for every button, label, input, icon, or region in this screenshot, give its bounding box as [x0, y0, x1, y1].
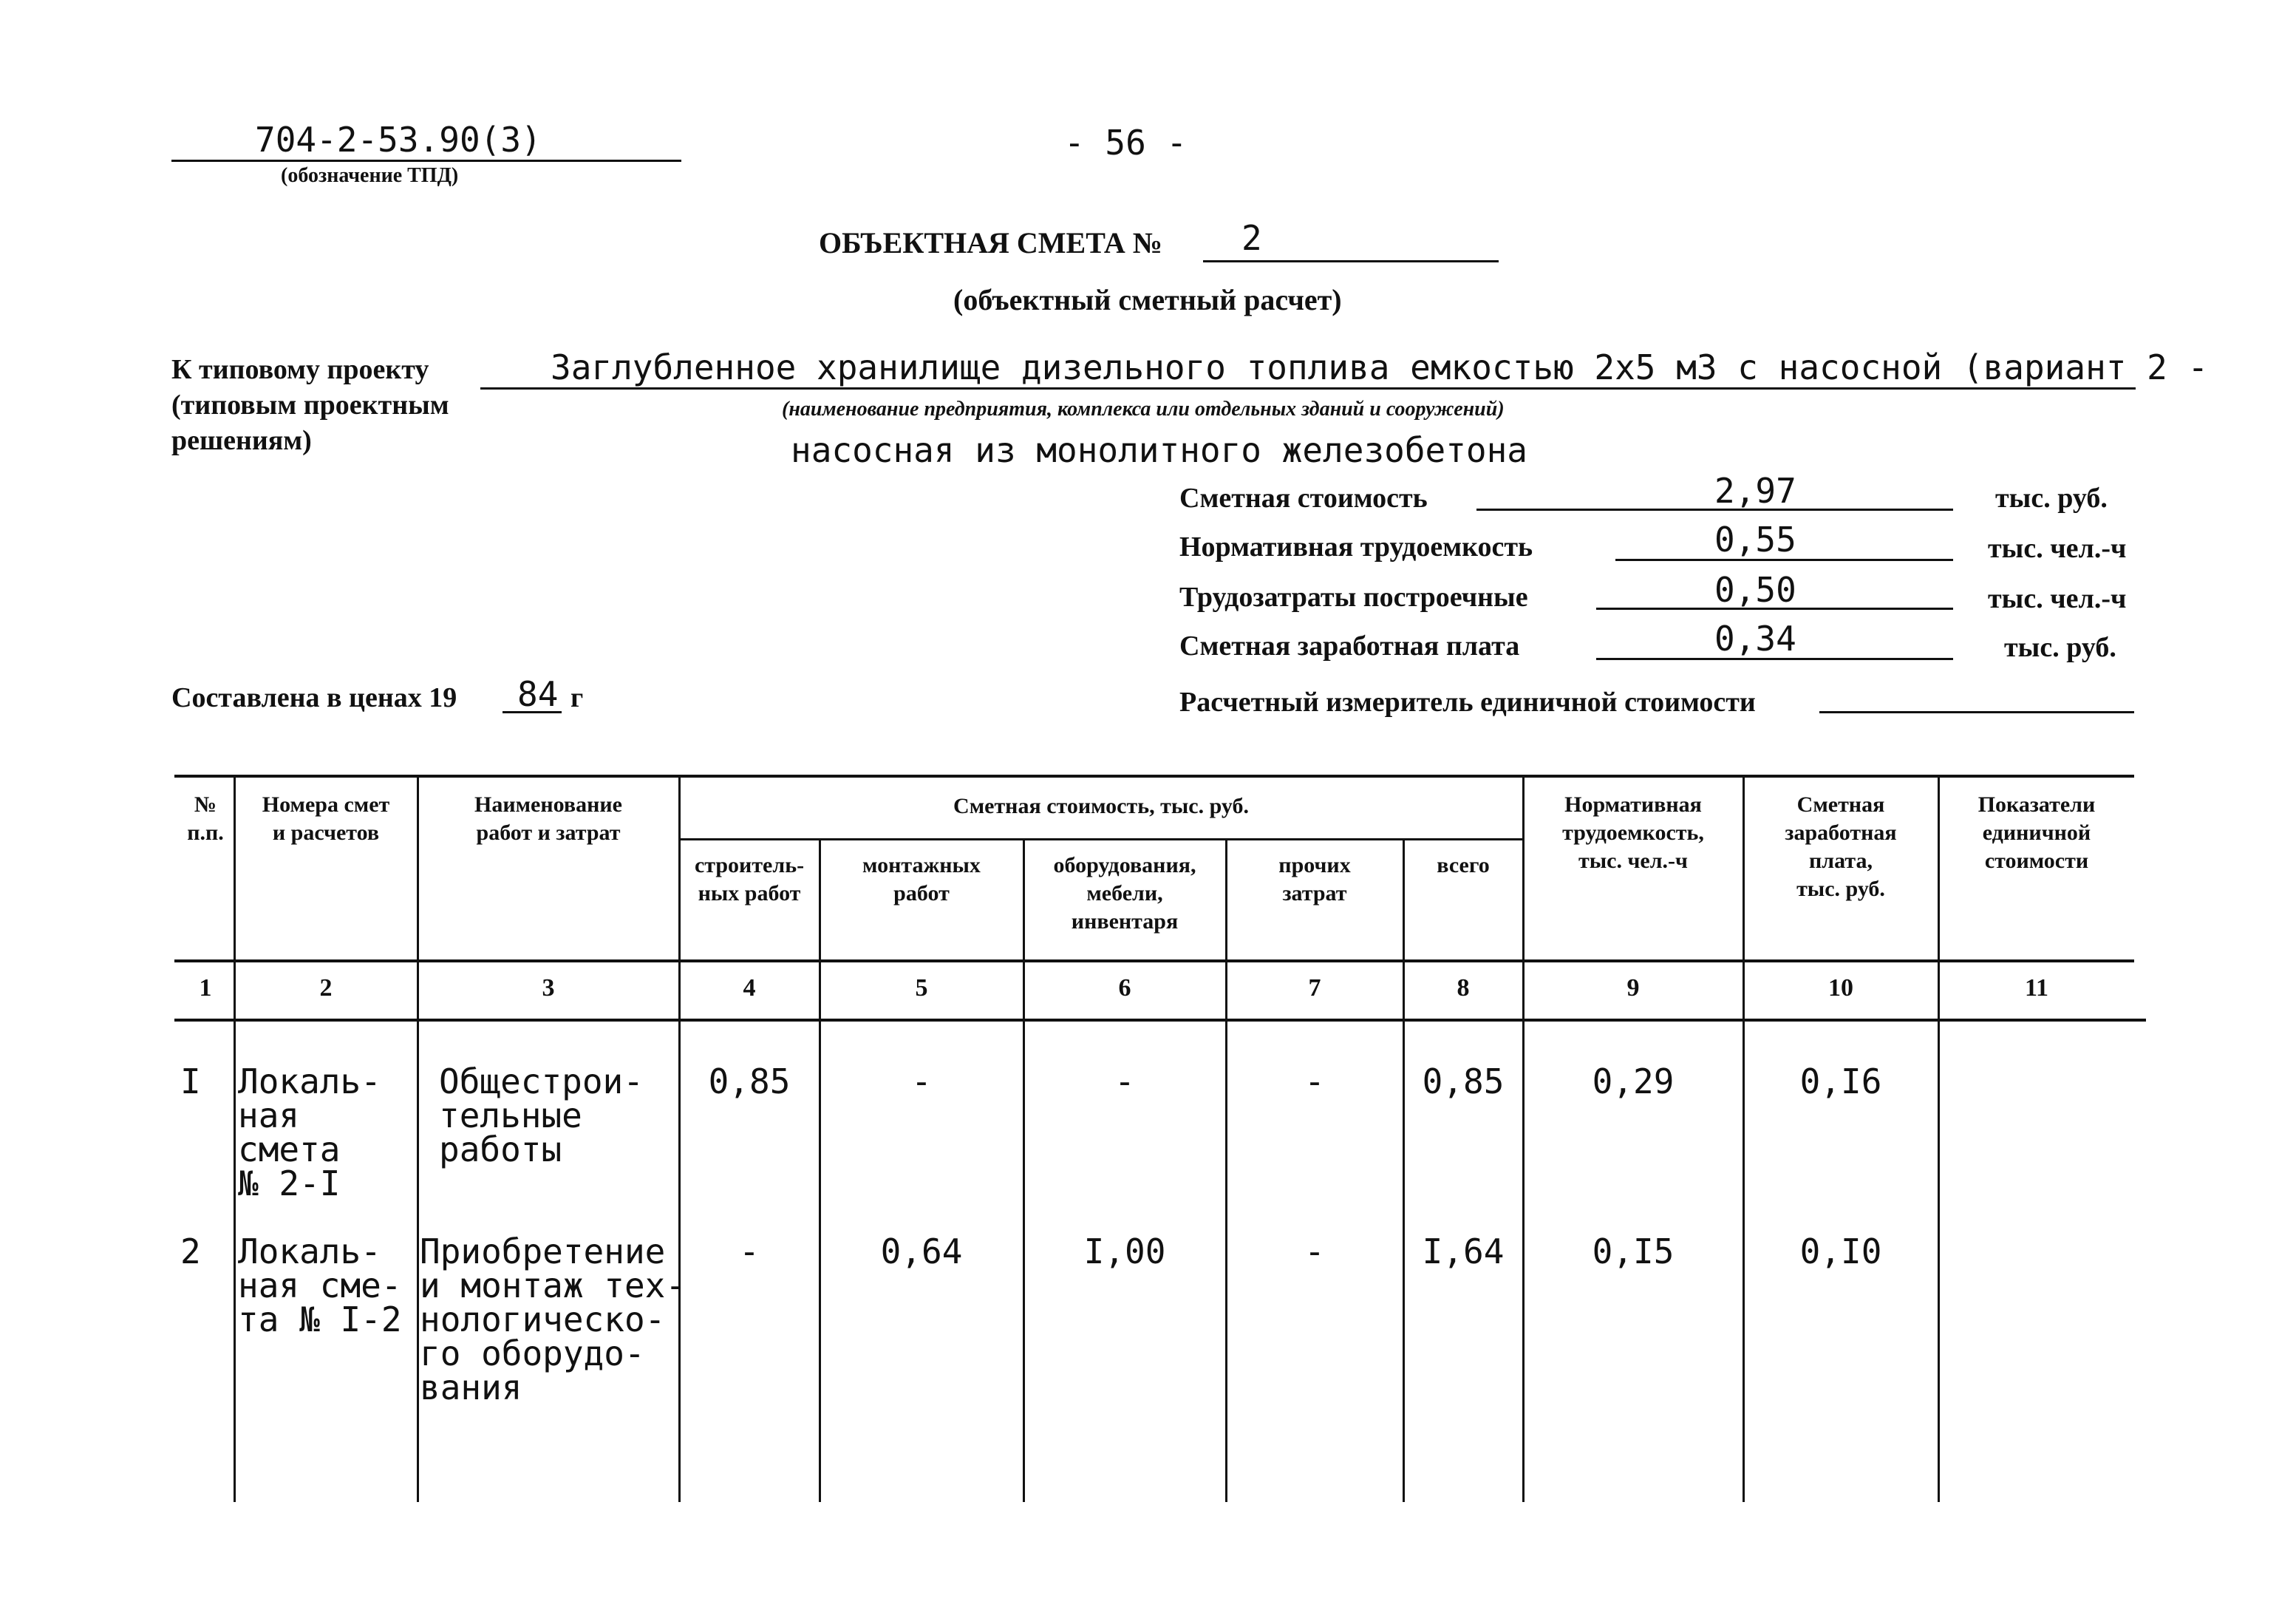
colnum-10: 10: [1828, 974, 1853, 1002]
table-group-rule: [678, 838, 1524, 840]
table-colnum-bottom-rule: [174, 1019, 2146, 1022]
header-col4: строитель- ных работ: [694, 853, 805, 906]
prices-year: 84: [517, 674, 559, 714]
prices-year-underline: [503, 711, 562, 713]
colnum-7: 7: [1308, 974, 1321, 1002]
table-vline-4: [819, 838, 821, 1502]
row2-name: Приобретение и монтаж тех- нологическо- го оборудо- вания: [420, 1231, 687, 1407]
title-label: ОБЪЕКТНАЯ СМЕТА №: [819, 226, 1162, 259]
project-name-line1: Заглубленное хранилище дизельного топлива емкостью 2х5 м3 с насосной (вариант 2 -: [551, 347, 2209, 387]
header-cost-group: Сметная стоимость, тыс. руб.: [953, 794, 1249, 818]
doc-code: 704-2-53.90(3): [255, 120, 542, 160]
project-name-caption: (наименование предприятия, комплекса или отдельных зданий и сооружений): [782, 398, 1505, 421]
row1-total: 0,85: [1422, 1061, 1505, 1101]
header-col11: Показатели единичной стоимости: [1978, 792, 2096, 873]
title-number: 2: [1241, 218, 1262, 258]
title-number-underline: [1203, 260, 1499, 262]
header-col5: монтажных работ: [862, 853, 981, 906]
table-vline-8: [1522, 776, 1525, 1502]
header-col10: Сметная заработная плата, тыс. руб.: [1785, 792, 1897, 901]
project-name-line2: насосная из монолитного железобетона: [791, 430, 1527, 470]
colnum-11: 11: [2024, 974, 2049, 1002]
page-number: - 56 -: [1064, 123, 1188, 163]
row2-equipment: I,00: [1083, 1231, 1166, 1271]
prices-label: Составлена в ценах 19: [171, 682, 457, 713]
title-subtitle: (объектный сметный расчет): [953, 283, 1342, 316]
row2-construction: -: [739, 1231, 760, 1271]
table-vline-6: [1225, 838, 1227, 1502]
row1-installation: -: [911, 1061, 932, 1101]
row1-wages: 0,I6: [1799, 1061, 1882, 1101]
summary-underline-unit-measure: [1819, 711, 2134, 713]
summary-label-labor: Нормативная трудоемкость: [1179, 531, 1533, 563]
row1-labor: 0,29: [1592, 1061, 1675, 1101]
summary-value-site-labor: 0,50: [1714, 570, 1796, 610]
summary-unit-wages: тыс. руб.: [2004, 632, 2116, 663]
row2-ref: Локаль- ная сме- та № I-2: [238, 1231, 402, 1339]
header-col6: оборудования, мебели, инвентаря: [1053, 853, 1196, 934]
colnum-2: 2: [319, 974, 333, 1002]
summary-unit-cost: тыс. руб.: [1995, 483, 2108, 514]
row1-number: I: [180, 1061, 201, 1101]
colnum-1: 1: [199, 974, 212, 1002]
header-col8: всего: [1437, 853, 1490, 877]
summary-value-cost: 2,97: [1714, 471, 1796, 511]
summary-label-wages: Сметная заработная плата: [1179, 631, 1520, 662]
colnum-4: 4: [743, 974, 756, 1002]
project-label-3: решениям): [171, 425, 312, 456]
row2-installation: 0,64: [880, 1231, 963, 1271]
summary-label-unit-measure: Расчетный измеритель единичной стоимости: [1179, 687, 1756, 718]
project-label-1: К типовому проекту: [171, 354, 429, 385]
project-label-2: (типовым проектным: [171, 390, 449, 421]
row1-name: Общестрои- тельные работы: [439, 1061, 644, 1169]
table-header-bottom-rule: [174, 959, 2134, 962]
prices-suffix: г: [570, 682, 584, 713]
row1-ref: Локаль- ная смета № 2-I: [238, 1061, 381, 1203]
colnum-6: 6: [1118, 974, 1131, 1002]
colnum-3: 3: [542, 974, 555, 1002]
table-vline-2: [417, 776, 419, 1502]
colnum-5: 5: [915, 974, 928, 1002]
row1-equipment: -: [1114, 1061, 1135, 1101]
colnum-8: 8: [1457, 974, 1470, 1002]
header-col2: Номера смет и расчетов: [262, 792, 390, 845]
header-col1: № п.п.: [187, 792, 224, 845]
table-vline-7: [1403, 838, 1405, 1502]
summary-value-labor: 0,55: [1714, 520, 1796, 560]
row2-total: I,64: [1422, 1231, 1505, 1271]
row1-construction: 0,85: [708, 1061, 791, 1101]
table-vline-10: [1938, 776, 1940, 1502]
doc-code-underline: [171, 160, 681, 162]
header-col3: Наименование работ и затрат: [474, 792, 622, 845]
summary-label-cost: Сметная стоимость: [1179, 483, 1428, 514]
table-vline-5: [1023, 838, 1025, 1502]
row1-other: -: [1304, 1061, 1325, 1101]
table-top-rule: [174, 775, 2134, 778]
summary-value-wages: 0,34: [1714, 619, 1796, 659]
row2-labor: 0,I5: [1592, 1231, 1675, 1271]
summary-unit-labor: тыс. чел.-ч: [1988, 533, 2127, 564]
colnum-9: 9: [1626, 974, 1640, 1002]
row2-other: -: [1304, 1231, 1325, 1271]
row2-wages: 0,I0: [1799, 1231, 1882, 1271]
project-name-underline: [480, 387, 2136, 390]
row2-number: 2: [180, 1231, 201, 1271]
summary-label-site-labor: Трудозатраты построечные: [1179, 582, 1528, 613]
table-vline-1: [234, 776, 236, 1502]
doc-code-caption: (обозначение ТПД): [281, 164, 459, 187]
summary-unit-site-labor: тыс. чел.-ч: [1988, 583, 2127, 614]
header-col9: Нормативная трудоемкость, тыс. чел.-ч: [1562, 792, 1704, 873]
header-col7: прочих затрат: [1278, 853, 1351, 906]
